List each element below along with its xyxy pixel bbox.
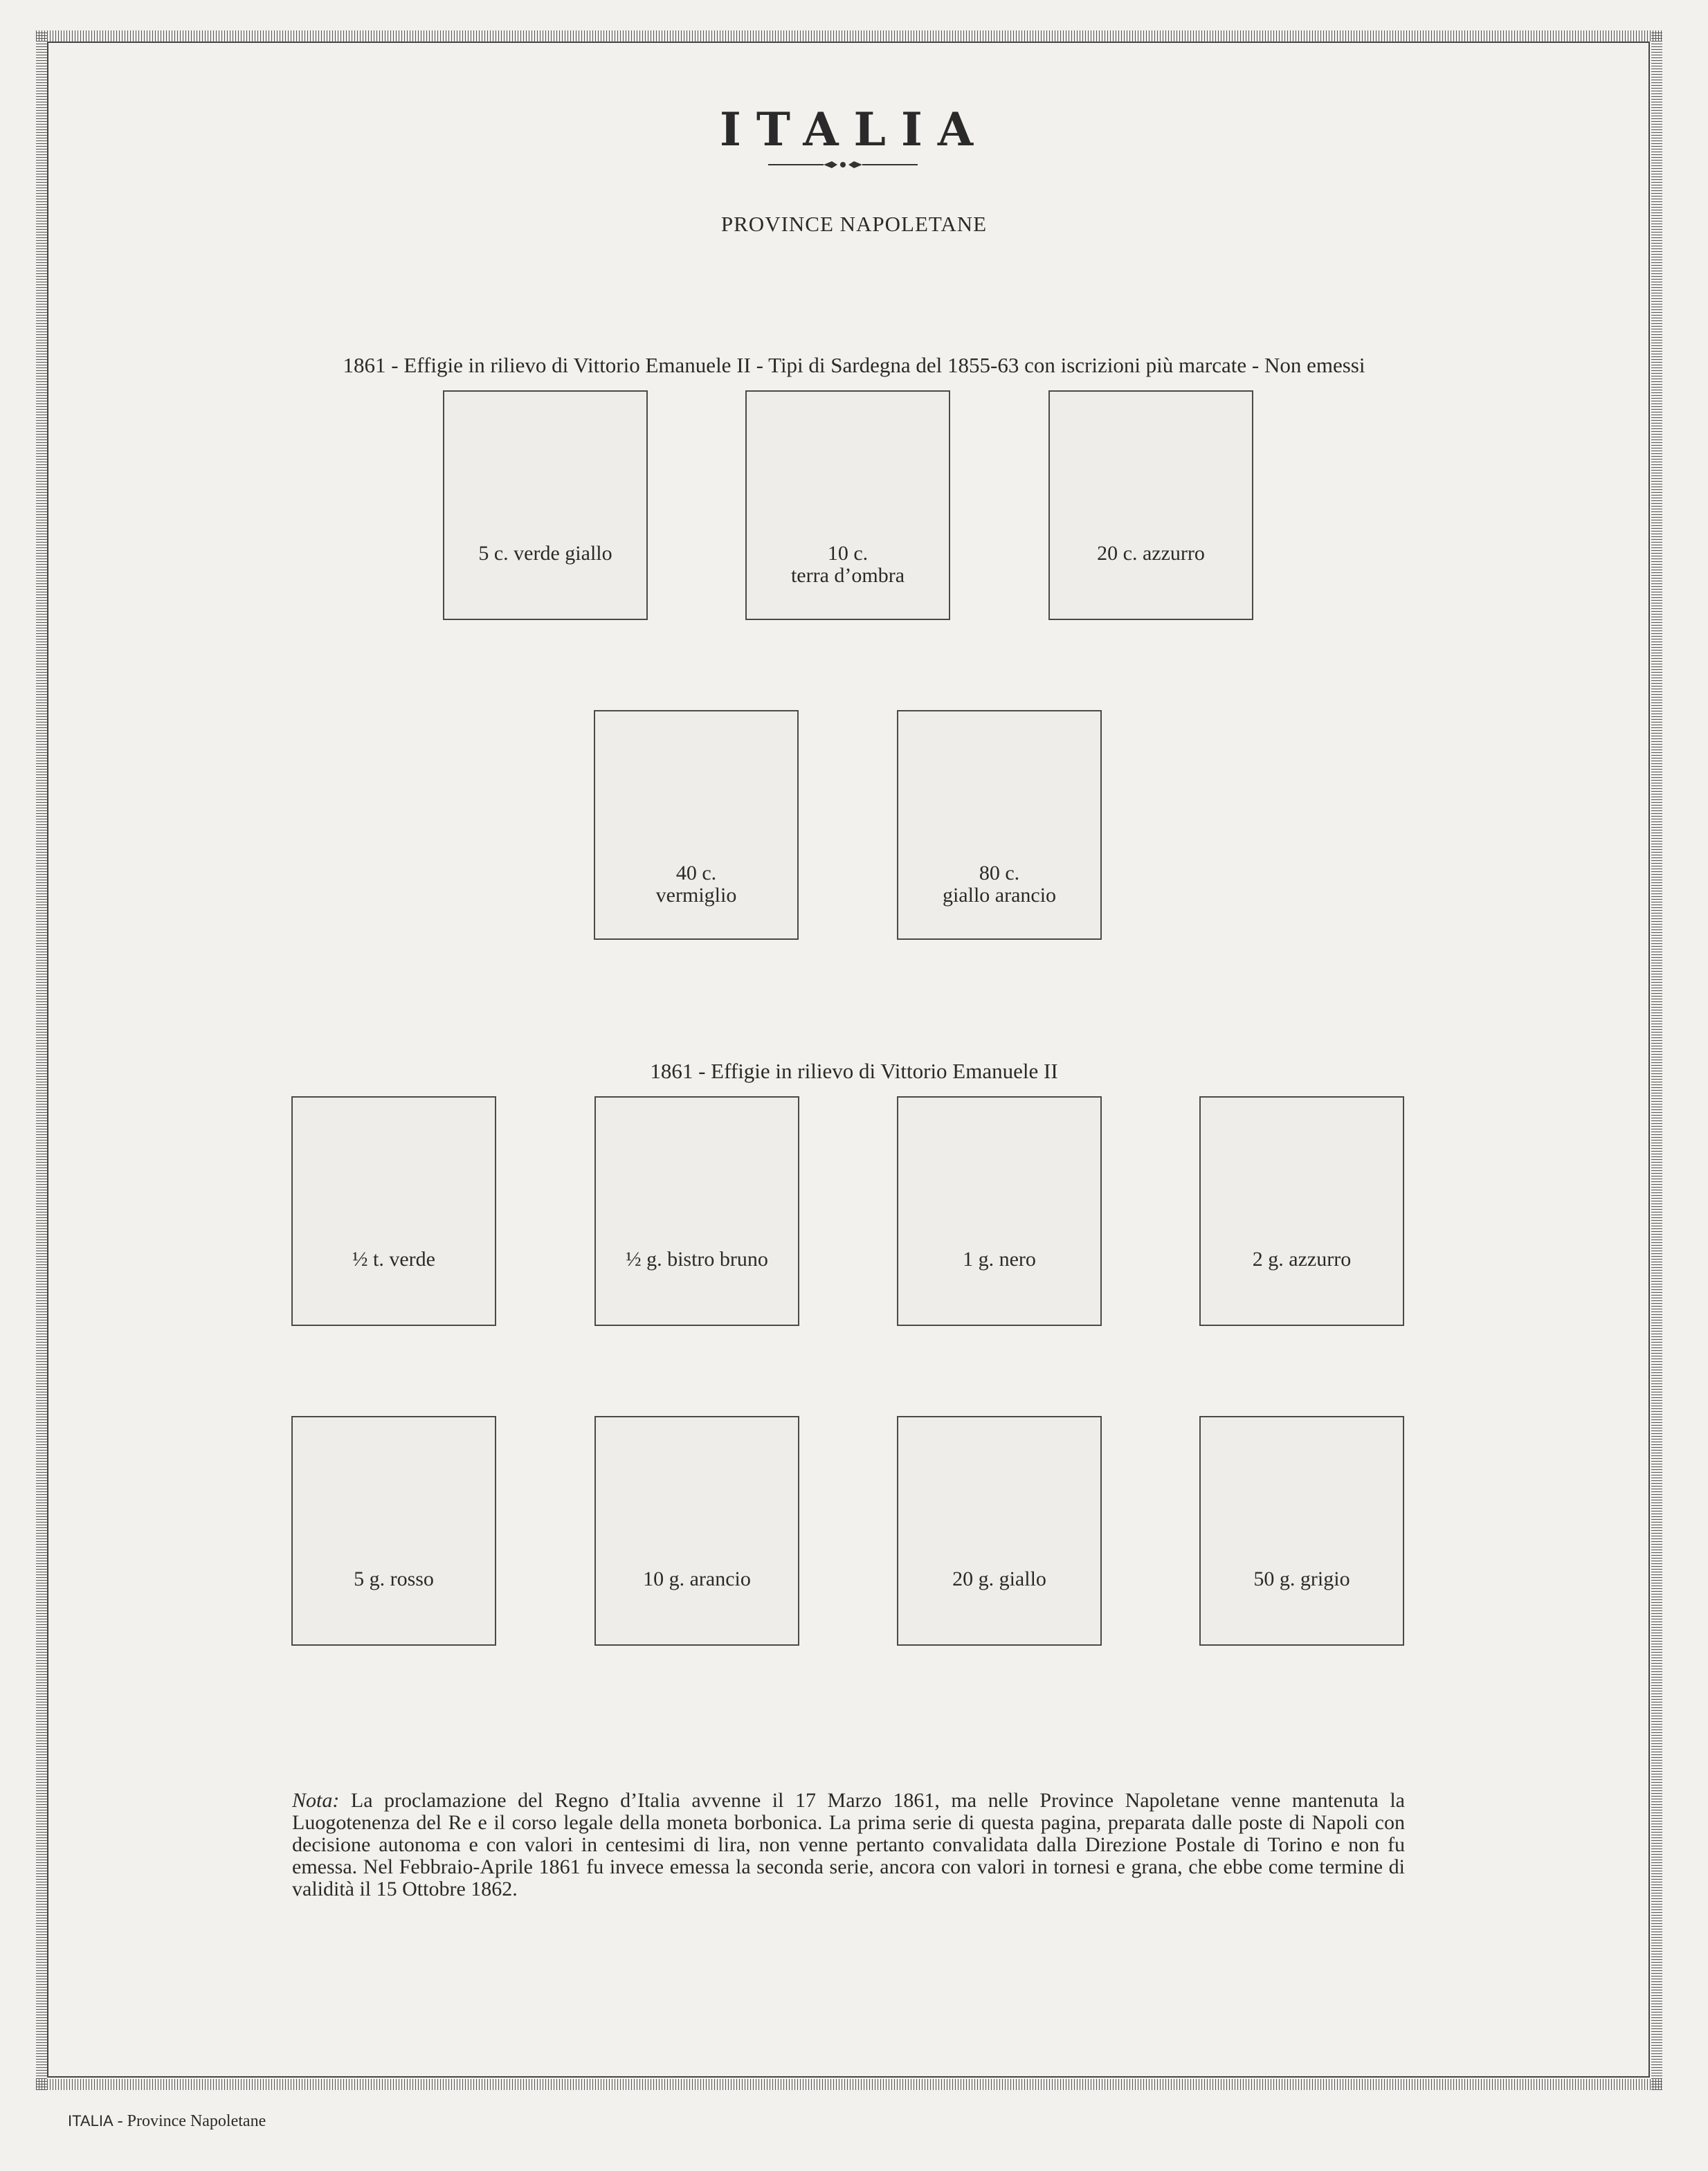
series-title: 1861 - Effigie in rilievo di Vittorio Emanuele II - Tipi di Sardegna del 1855-63 con iscrizioni più marcate - Non emessi — [343, 353, 1365, 377]
stamp-label: 5 c. verde giallo — [478, 542, 612, 565]
ornament-divider-icon — [768, 159, 918, 170]
stamp-label: 1 g. nero — [963, 1248, 1036, 1271]
stamp-space — [745, 390, 950, 620]
note-text: La proclamazione del Regno d’Italia avvenne il 17 Marzo 1861, ma nelle Province Napoletane venne mantenuta la Luogotenenza del Re e il corso legale della moneta borbonica. La prima serie di questa pagina, preparata dalle poste di Napoli con decisione autonoma e con valori in centesimi di lira, non venne pertanto convalidata dalla Direzione Postale di Torino e non fu emessa. Nel Febbraio-Aprile 1861 fu invece emessa la seconda serie, ancora con valori in tornesi e grana, che ebbe come termine di validità il 15 Ottobre 1862. — [292, 1789, 1405, 1900]
stamp-space — [1199, 1416, 1404, 1646]
stamp-space — [443, 390, 648, 620]
note-paragraph — [292, 1790, 1405, 1900]
stamp-space — [594, 1096, 799, 1326]
region-title: PROVINCE NAPOLETANE — [720, 212, 988, 236]
note-label: Nota: — [292, 1789, 340, 1812]
stamp-label: 10 g. arancio — [643, 1568, 751, 1590]
page-title: ITALIA — [719, 102, 989, 156]
stamp-space — [594, 710, 799, 940]
frame-top-border — [36, 30, 1662, 42]
stamp-space — [594, 1416, 799, 1646]
stamp-label: 20 c. azzurro — [1097, 542, 1205, 565]
stamp-space — [897, 1096, 1102, 1326]
footer-separator: - — [113, 2112, 127, 2130]
stamp-label: ½ t. verde — [352, 1248, 435, 1271]
footer-region: Province Napoletane — [127, 2112, 266, 2130]
series-title: 1861 - Effigie in rilievo di Vittorio Emanuele II — [650, 1059, 1058, 1083]
stamp-space — [1048, 390, 1253, 620]
stamp-space — [291, 1096, 496, 1326]
footer-country: ITALIA — [68, 2112, 113, 2129]
stamp-label: 10 c. terra d’ombra — [790, 542, 905, 587]
page-footer — [68, 2112, 266, 2131]
stamp-label: 80 c. giallo arancio — [942, 862, 1057, 907]
stamp-space — [897, 710, 1102, 940]
stamp-space — [897, 1416, 1102, 1646]
stamp-label: ½ g. bistro bruno — [626, 1248, 768, 1271]
stamp-label: 50 g. grigio — [1253, 1568, 1350, 1590]
stamp-space — [291, 1416, 496, 1646]
stamp-label: 20 g. giallo — [952, 1568, 1046, 1590]
stamp-label: 2 g. azzurro — [1252, 1248, 1352, 1271]
stamp-label: 5 g. rosso — [354, 1568, 434, 1590]
frame-bottom-border — [36, 2079, 1662, 2090]
stamp-label: 40 c. vermiglio — [655, 862, 737, 907]
stamp-space — [1199, 1096, 1404, 1326]
